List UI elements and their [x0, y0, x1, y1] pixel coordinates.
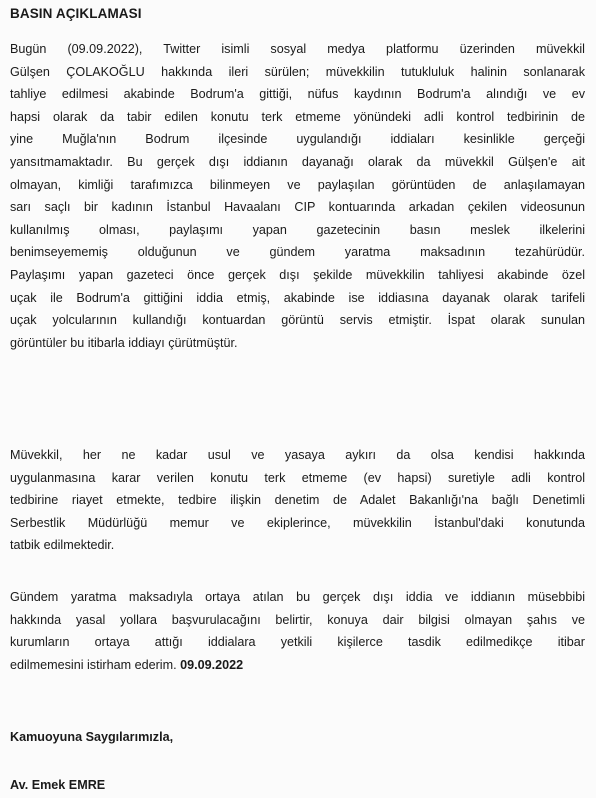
paragraph-1-line: Paylaşımı yapan gazeteci önce gerçek dışı şekilde müvekkilin tahliyesi akabinde özel: [10, 267, 585, 282]
paragraph-3-line: hakkında yasal yollara başvurulacağını belirtir, konuya dair bilgisi olmayan şahıs ve: [10, 612, 585, 627]
signer-name: Av. Emek EMRE: [10, 778, 106, 792]
paragraph-3-last-line: [10, 654, 585, 677]
paragraph-1-line: Gülşen ÇOLAKOĞLU hakkında ileri sürülen; müvekkilin tutukluluk halinin sonlanarak: [10, 64, 585, 79]
paragraph-3: [10, 586, 585, 676]
paragraph-2-line: tatbik edilmektedir.: [10, 538, 115, 553]
paragraph-1-line: kullanılmış olması, paylaşımı yapan gazetecinin basın meslek ilkelerini: [10, 222, 585, 237]
paragraph-2-line: Serbestlik Müdürlüğü memur ve ekiplerince, müvekkilin İstanbul'daki konutunda: [10, 515, 585, 530]
document-title: BASIN AÇIKLAMASI: [10, 6, 142, 21]
paragraph-1-line: görüntüler bu itibarla iddiayı çürütmüştür.: [10, 335, 238, 350]
paragraph-2-line: uygulanmasına karar verilen konutu terk etmeme (ev hapsi) suretiyle adli kontrol: [10, 470, 585, 485]
paragraph-1-line: hapsi olarak da tabir edilen konutu terk etmeme yönündeki adli kontrol tedbirinin de: [10, 109, 585, 124]
paragraph-1-line: yansıtmamaktadır. Bu gerçek dışı iddianın dayanağı olarak da müvekkil Gülşen'e ait: [10, 154, 585, 169]
paragraph-2: [10, 444, 585, 557]
paragraph-1-line: uçak ile Bodrum'a gittiğini iddia etmiş, akabinde ise iddiasına dayanak olarak tarifeli: [10, 290, 585, 305]
paragraph-1-line: uçak yolcularının kullandığı kontuardan görüntü servis etmiştir. İspat olarak sunulan: [10, 313, 585, 328]
paragraph-1-line: benimseyememiş olduğunun ve gündem yaratma maksadının tezahürüdür.: [10, 245, 585, 260]
paragraph-1-line: Bugün (09.09.2022), Twitter isimli sosyal medya platformu üzerinden müvekkil: [10, 42, 585, 56]
paragraph-1-line: olmayan, kimliği tarafımızca bilinmeyen ve paylaşılan görüntüden de anlaşılamayan: [10, 177, 585, 192]
paragraph-2-line: Müvekkil, her ne kadar usul ve yasaya aykırı da olsa kendisi hakkında: [10, 448, 585, 462]
paragraph-1-line: sarı saçlı bir kadının İstanbul Havaalanı CIP kontuarında arkadan çekilen videosunun: [10, 200, 585, 215]
paragraph-2-line: tedbirine riayet etmekte, tedbire ilişkin denetim de Adalet Bakanlığı'na bağlı Denetimli: [10, 493, 585, 508]
document-date: 09.09.2022: [180, 657, 244, 672]
paragraph-3-line: kurumların ortaya attığı iddialara yetkili kişilerce tasdik edilmedikçe itibar: [10, 635, 585, 650]
paragraph-3-last-text: edilmemesini istirham ederim.: [10, 657, 177, 672]
paragraph-1-line: tahliye edilmesi akabinde Bodrum'a gittiği, nüfus kaydının Bodrum'a alındığı ve ev: [10, 87, 585, 102]
paragraph-1: [10, 38, 585, 354]
paragraph-1-line: yine Muğla'nın Bodrum ilçesinde uygulandığı iddiaları kesinlikle gerçeği: [10, 132, 585, 147]
closing-salutation: Kamuoyuna Saygılarımızla,: [10, 730, 174, 744]
paragraph-3-line: Gündem yaratma maksadıyla ortaya atılan bu gerçek dışı iddia ve iddianın müsebbibi: [10, 590, 585, 604]
